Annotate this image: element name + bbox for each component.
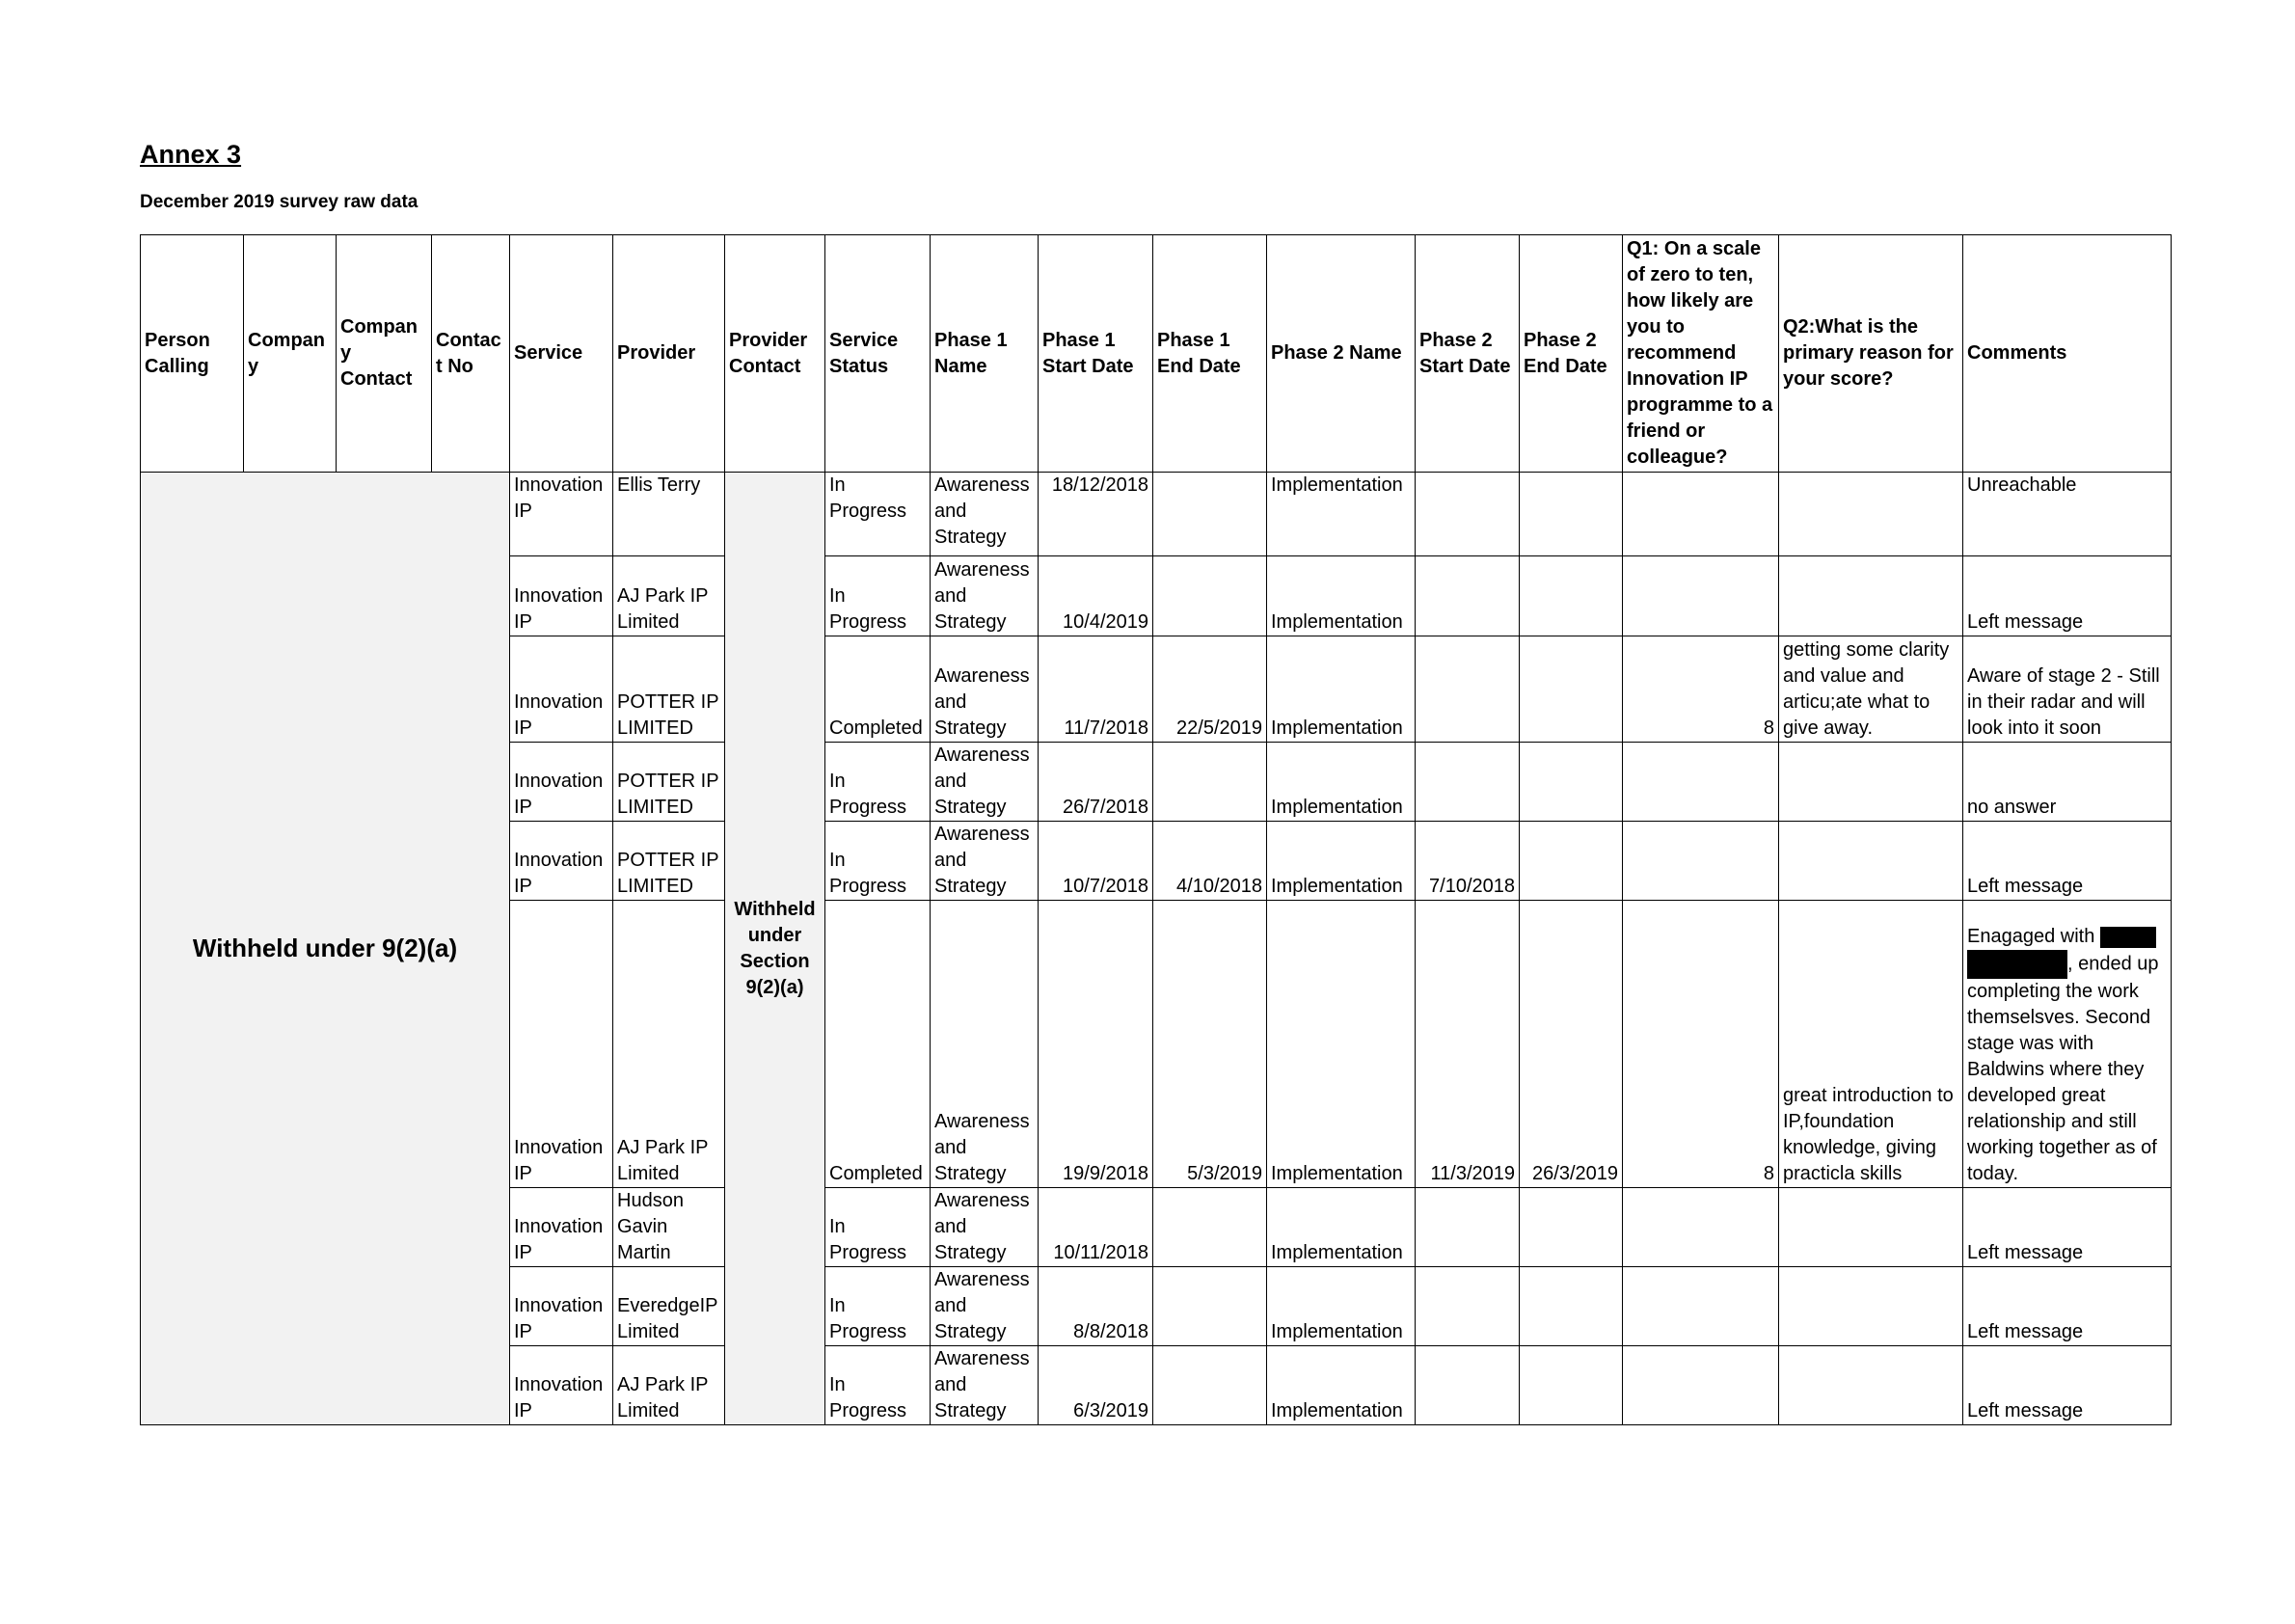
cell-status: In Progress — [825, 1267, 931, 1346]
cell-status: Completed — [825, 636, 931, 743]
header-service: Service — [510, 235, 613, 473]
survey-table — [140, 234, 2172, 1425]
cell-status: In Progress — [825, 743, 931, 822]
cell-service: Innovation IP — [510, 636, 613, 743]
cell-phase1-end: 4/10/2018 — [1153, 822, 1267, 901]
cell-phase2-end — [1520, 822, 1623, 901]
cell-phase2-start — [1416, 556, 1520, 636]
cell-phase1-start: 11/7/2018 — [1039, 636, 1153, 743]
cell-provider: Ellis Terry — [613, 473, 725, 556]
cell-phase1-end: 22/5/2019 — [1153, 636, 1267, 743]
cell-phase2-start — [1416, 1346, 1520, 1425]
redaction-block — [1967, 950, 2067, 979]
cell-phase2-name: Implementation — [1267, 1267, 1416, 1346]
cell-phase2-name: Implementation — [1267, 743, 1416, 822]
header-phase1-end: Phase 1 End Date — [1153, 235, 1267, 473]
cell-phase2-start — [1416, 473, 1520, 556]
cell-phase2-end — [1520, 1346, 1623, 1425]
cell-q1 — [1623, 1188, 1779, 1267]
cell-phase2-name: Implementation — [1267, 1188, 1416, 1267]
cell-service: Innovation IP — [510, 473, 613, 556]
cell-comments: no answer — [1963, 743, 2172, 822]
cell-service: Innovation IP — [510, 743, 613, 822]
cell-phase2-end — [1520, 743, 1623, 822]
cell-phase1-end — [1153, 1188, 1267, 1267]
header-phase1-start: Phase 1 Start Date — [1039, 235, 1153, 473]
cell-provider: Hudson Gavin Martin — [613, 1188, 725, 1267]
cell-phase2-end — [1520, 1188, 1623, 1267]
header-company: Company — [244, 235, 337, 473]
cell-phase2-name: Implementation — [1267, 822, 1416, 901]
cell-phase1-name: Awareness and Strategy — [931, 1188, 1039, 1267]
header-provider-contact: Provider Contact — [725, 235, 825, 473]
cell-q2 — [1779, 1188, 1963, 1267]
cell-phase2-name: Implementation — [1267, 1346, 1416, 1425]
cell-phase1-name: Awareness and Strategy — [931, 743, 1039, 822]
header-provider: Provider — [613, 235, 725, 473]
cell-phase2-start — [1416, 636, 1520, 743]
cell-q2 — [1779, 556, 1963, 636]
cell-phase2-end — [1520, 1267, 1623, 1346]
cell-status: In Progress — [825, 556, 931, 636]
cell-q1 — [1623, 556, 1779, 636]
header-phase1-name: Phase 1 Name — [931, 235, 1039, 473]
cell-status: Completed — [825, 901, 931, 1188]
cell-q1 — [1623, 743, 1779, 822]
cell-phase2-name: Implementation — [1267, 901, 1416, 1188]
cell-phase1-end — [1153, 473, 1267, 556]
cell-provider: POTTER IP LIMITED — [613, 636, 725, 743]
cell-phase2-start — [1416, 743, 1520, 822]
cell-phase2-start — [1416, 1267, 1520, 1346]
cell-phase1-start: 10/11/2018 — [1039, 1188, 1153, 1267]
cell-service: Innovation IP — [510, 1346, 613, 1425]
cell-comments — [1963, 901, 2172, 1188]
cell-comments: Left message — [1963, 556, 2172, 636]
cell-service: Innovation IP — [510, 1267, 613, 1346]
cell-q2: getting some clarity and value and articu;ate what to give away. — [1779, 636, 1963, 743]
cell-phase1-start: 19/9/2018 — [1039, 901, 1153, 1188]
cell-service: Innovation IP — [510, 901, 613, 1188]
cell-provider: AJ Park IP Limited — [613, 556, 725, 636]
cell-phase1-start: 10/4/2019 — [1039, 556, 1153, 636]
header-phase2-end: Phase 2 End Date — [1520, 235, 1623, 473]
header-phase2-start: Phase 2 Start Date — [1416, 235, 1520, 473]
cell-phase2-end: 26/3/2019 — [1520, 901, 1623, 1188]
cell-phase2-start — [1416, 1188, 1520, 1267]
cell-phase2-end — [1520, 473, 1623, 556]
header-q1: Q1: On a scale of zero to ten, how likely are you to recommend Innovation IP programme to a friend or colleague? — [1623, 235, 1779, 473]
cell-phase1-name: Awareness and Strategy — [931, 901, 1039, 1188]
header-comments: Comments — [1963, 235, 2172, 473]
header-company-contact: Company Contact — [337, 235, 432, 473]
comment-text-end: , ended up completing the work themselsves. Second stage was with Baldwins where they developed great relationship and still working together as of today. — [1967, 953, 2159, 1184]
cell-phase2-name: Implementation — [1267, 473, 1416, 556]
cell-comments: Left message — [1963, 1267, 2172, 1346]
cell-q2 — [1779, 473, 1963, 556]
withheld-caller-company: Withheld under 9(2)(a) — [141, 473, 510, 1425]
cell-q2 — [1779, 822, 1963, 901]
cell-phase2-end — [1520, 556, 1623, 636]
cell-phase1-start: 8/8/2018 — [1039, 1267, 1153, 1346]
cell-status: In Progress — [825, 473, 931, 556]
cell-phase2-end — [1520, 636, 1623, 743]
cell-phase1-name: Awareness and Strategy — [931, 556, 1039, 636]
cell-comments: Unreachable — [1963, 473, 2172, 556]
header-phase2-name: Phase 2 Name — [1267, 235, 1416, 473]
cell-phase1-start: 18/12/2018 — [1039, 473, 1153, 556]
cell-q1 — [1623, 1346, 1779, 1425]
cell-comments: Left message — [1963, 1346, 2172, 1425]
cell-status: In Progress — [825, 822, 931, 901]
cell-phase2-name: Implementation — [1267, 556, 1416, 636]
cell-q1 — [1623, 1267, 1779, 1346]
cell-service: Innovation IP — [510, 1188, 613, 1267]
header-service-status: Service Status — [825, 235, 931, 473]
cell-provider: EveredgeIP Limited — [613, 1267, 725, 1346]
header-row — [141, 235, 2172, 473]
cell-comments: Left message — [1963, 1188, 2172, 1267]
cell-q2 — [1779, 1267, 1963, 1346]
cell-phase1-start: 10/7/2018 — [1039, 822, 1153, 901]
cell-provider: POTTER IP LIMITED — [613, 743, 725, 822]
annex-title: Annex 3 — [140, 140, 242, 169]
cell-phase1-end — [1153, 556, 1267, 636]
cell-phase1-name: Awareness and Strategy — [931, 1267, 1039, 1346]
cell-phase1-name: Awareness and Strategy — [931, 473, 1039, 556]
cell-phase1-end — [1153, 743, 1267, 822]
comment-text-start: Enagaged with — [1967, 926, 2095, 947]
header-person-calling: Person Calling — [141, 235, 244, 473]
cell-q1 — [1623, 822, 1779, 901]
cell-provider: POTTER IP LIMITED — [613, 822, 725, 901]
cell-provider: AJ Park IP Limited — [613, 1346, 725, 1425]
cell-phase1-end — [1153, 1267, 1267, 1346]
cell-q2 — [1779, 1346, 1963, 1425]
cell-status: In Progress — [825, 1346, 931, 1425]
cell-phase1-end: 5/3/2019 — [1153, 901, 1267, 1188]
cell-provider: AJ Park IP Limited — [613, 901, 725, 1188]
header-contact-no: Contact No — [432, 235, 510, 473]
cell-q1 — [1623, 473, 1779, 556]
cell-phase2-start: 11/3/2019 — [1416, 901, 1520, 1188]
redaction-tag: Section 9(2)(a) — [2116, 920, 2154, 927]
cell-q2: great introduction to IP,foundation knowledge, giving practicla skills — [1779, 901, 1963, 1188]
withheld-provider-contact: Withheld under Section 9(2)(a) — [725, 473, 825, 1425]
cell-service: Innovation IP — [510, 822, 613, 901]
cell-service: Innovation IP — [510, 556, 613, 636]
cell-comments: Aware of stage 2 - Still in their radar and will look into it soon — [1963, 636, 2172, 743]
cell-q1: 8 — [1623, 901, 1779, 1188]
cell-phase1-name: Awareness and Strategy — [931, 1346, 1039, 1425]
cell-status: In Progress — [825, 1188, 931, 1267]
cell-phase1-name: Awareness and Strategy — [931, 822, 1039, 901]
cell-comments: Left message — [1963, 822, 2172, 901]
cell-phase1-end — [1153, 1346, 1267, 1425]
cell-phase1-start: 26/7/2018 — [1039, 743, 1153, 822]
table-row — [141, 473, 2172, 556]
redaction-block — [2100, 920, 2156, 948]
cell-q2 — [1779, 743, 1963, 822]
cell-phase1-name: Awareness and Strategy — [931, 636, 1039, 743]
cell-phase2-start: 7/10/2018 — [1416, 822, 1520, 901]
cell-q1: 8 — [1623, 636, 1779, 743]
cell-phase1-start: 6/3/2019 — [1039, 1346, 1153, 1425]
header-q2: Q2:What is the primary reason for your score? — [1779, 235, 1963, 473]
survey-subtitle: December 2019 survey raw data — [140, 192, 418, 212]
cell-phase2-name: Implementation — [1267, 636, 1416, 743]
